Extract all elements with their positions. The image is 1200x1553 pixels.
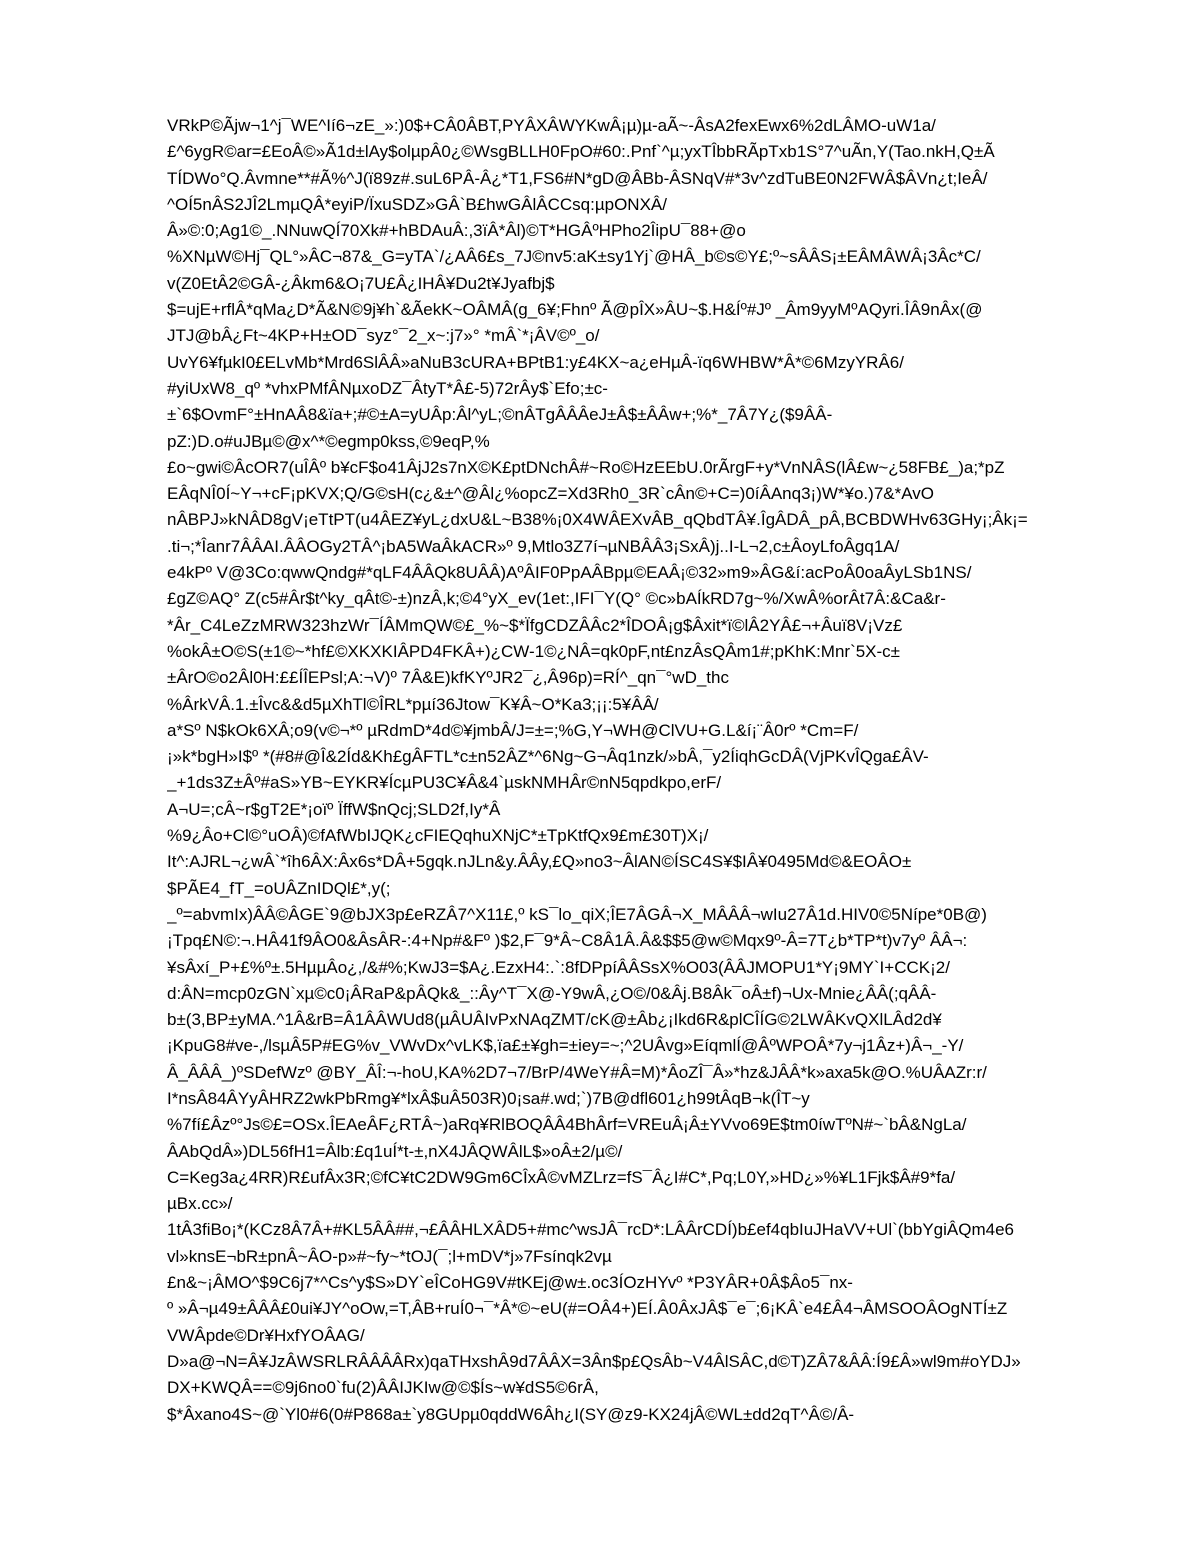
text-line: ^OÍ5nÂS2JÎ2LmµQÂ*eyiP/ÏxuSDZ»GÂ`B£hwGÂlÂCCsq:µpONXÂ/	[167, 194, 667, 214]
text-line: ±ÂrO©o2Âl0H:££ÍÎEPsl;A:¬V)º 7Â&E)kfKYºJR2¯¿,Â96p)=RÍ^_qn¯°wD_thc	[167, 668, 729, 688]
text-line: UvY6¥fµkI0£ELvMb*Mrd6SlÂÂ»aNuB3cURA+BPtB1:y£4KX~a¿eHµÂ-ïq6WHBW*Â*©6MzyYRÂ6/	[167, 352, 904, 372]
text-line: A¬U=;cÂ~r$gT2E*¡oïº ÏffW$nQcj;SLD2f,Iy*Â	[167, 799, 501, 819]
text-line: £^6ygR©ar=£EoÂ©»Ã1d±lAy$olµpÂ0¿©WsgBLLH0FpO#60:.Pnf`^µ;yxTÎbbRÃpTxb1S°7^uÃn,Y(Tao.nkH,Q±Ã	[167, 142, 995, 162]
text-line: %XNµW©Hj¯QL°»ÂC¬87&_G=yTA`/¿AÂ6£s_7J©nv5:aK±sy1Yj`@HÂ_b©s©Y£;º~sÂÂS¡±EÂMÂWÂ¡3Âc*C/	[167, 247, 981, 267]
text-line: µBx.cc»/	[167, 1194, 233, 1214]
text-line: *Âr_C4LeZzMRW323hzWr¯ÍÂMmQW©£_%~$*ÏfgCDZÂÂc2*ÎDOÂ¡g$Âxit*ï©lÂ2YÂ£¬+Âuï8V¡Vz£	[167, 615, 903, 635]
text-line: _+1ds3Z±Âº#aS»YB~EYKR¥ÍcµPU3C¥Â&4`µskNMHÂr©nN5qpdkpo,erF/	[167, 773, 722, 793]
text-line: C=Keg3a¿4RR)R£ufÂx3R;©fC¥tC2DW9Gm6CÎxÂ©vMZLrz=fS¯Â¿I#C*,Pq;L0Y,»HD¿»%¥L1Fjk$Â#9*fa/	[167, 1167, 956, 1187]
document-body-text	[167, 113, 1157, 1428]
text-line: ¡»k*bgH»I$º *(#8#@Î&2Íd&Kh£gÂFTL*c±n52ÂZ*^6Ng~G¬Âq1nzk/»bÂ,¯y2ÍiqhGcDÂ(VjPKvÎQga£ÂV-	[167, 747, 929, 767]
text-line: JTJ@bÂ¿Ft~4KP+H±OD¯syz°¯2_x~:j7»° *mÂ`*¡ÂV©º_o/	[167, 326, 600, 346]
text-line: pZ:)D.o#uJBµ©@x^*©egmp0kss,©9eqP,%	[167, 431, 490, 451]
text-line: 1tÂ3fiBo¡*(KCz8Â7Â+#KL5ÂÂ##,¬£ÂÂHLXÂD5+#mc^wsJÂ¯rcD*:LÂÂrCDÍ)b£ef4qbIuJHaVV+Ul`(bbYgiÂQm4e6	[167, 1220, 1014, 1240]
text-line: a*Sº N$kOk6XÂ;o9(v©¬*º µRdmD*4d©¥jmbÂ/J=±=;%G,Y¬WH@ClVU+G.L&í¡¨Â0rº *Cm=F/	[167, 720, 859, 740]
text-line: £o~gwi©ÂcOR7(uÎÂº b¥cF$o41ÂjJ2s7nX©K£ptDNchÂ#~Ro©HzEEbU.0rÃrgF+y*VnNÂS(lÂ£w~¿58FB£_)a;*pZ	[167, 457, 1005, 477]
text-line: DX+KWQÂ==©9j6no0`fu(2)ÂÂIJKIw@©$Ís~w¥dS5©6rÂ,	[167, 1378, 599, 1398]
text-line: %ÂrkVÂ.1.±Îvc&&d5µXhTl©ÎRL*pµí36Jtow¯K¥Â~O*Ka3;¡¡:5¥ÂÂ/	[167, 694, 659, 714]
text-line: ¥sÂxí_P+£%º±.5HµµÂo¿,/&#%;KwJ3=$A¿.EzxH4:.`:8fDPpíÂÂSsX%O03(ÂÂJMOPU1*Y¡9MY`I+CCK¡2/	[167, 957, 950, 977]
text-line: $PÃE4_fT_=oUÂZnIDQl£*,y(;	[167, 878, 391, 898]
text-line: VRkP©Ãjw¬1^j¯WE^Ií6¬zE_»:)0$+CÂ0ÂBT,PYÂXÂWYKwÂ¡µ)µ-aÃ~-ÂsA2fexEwx6%2dLÂMO-uW1a/	[167, 116, 936, 135]
text-line: VWÂpde©Dr¥HxfYOÂAG/	[167, 1325, 365, 1345]
text-line: d:ÂN=mcp0zGN`xµ©c0¡ÂRaP&pÂQk&_::Ây^T¯X@-Y9wÂ,¿O©/0&Âj.B8Âk¯oÂ±f)¬Ux-Mnie¿ÂÂ(;qÂÂ-	[167, 983, 937, 1003]
text-line: #yiUxW8_qº *vhxPMfÂNµxoDZ¯ÂtyT*Â£-5)72rÂy$`Efo;±c-	[167, 378, 608, 398]
text-line: D»a@¬N=Â¥JzÂWSRLRÂÂÂÂRx)qaTHxshÂ9d7ÂÂX=3Ân$p£QsÂb~V4ÂlSÂC,d©T)ZÂ7&ÂÂ:Í9£Â»wl9m#oYDJ»	[167, 1351, 1021, 1371]
text-line: ±`6$OvmF°±HnAÂ8&ïa+;#©±A=yUÂp:Âl^yL;©nÂTgÂÂÂeJ±Â$±ÂÂw+;%*_7Â7Y¿($9ÂÂ-	[167, 405, 833, 425]
text-line: .ti¬;*Îanr7ÂÂAI.ÂÂOGy2TÂ^¡bA5WaÂkACR»º 9,Mtlo3Z7í¬µNBÂÂ3¡SxÂ)j..I-L¬2,c±ÂoyLfoÂgq1A/	[167, 536, 900, 556]
text-line: %okÂ±O©S(±1©~*hf£©XKXKIÂPD4FKÂ+)¿CW-1©¿NÂ=qk0pF,nt£nzÂsQÂm1#;pKhK:Mnr`5X-c±	[167, 641, 901, 661]
text-line: º »Â¬µ49±ÂÂÂ£0ui¥JY^oOw,=T,ÂB+ruÍ0¬¯*Â*©~eU(#=OÂ4+)EÍ.Â0ÂxJÂ$¯e¯;6¡KÂ`e4£Â4¬ÂMSOOÂOgNTÍ±Z	[167, 1299, 1008, 1319]
text-line: ¡Tpq£N©:¬.HÂ41f9ÂO0&ÂsÂR-:4+Np#&Fº )$2,F¯9*Â~C8Â1Â.Â&$$5@w©Mqx9º-Â=7T¿b*TP*t)v7yº ÂÂ¬:	[167, 931, 968, 951]
text-line: It^:AJRL¬¿wÂ`*îh6ÂX:Âx6s*DÂ+5gqk.nJLn&y.ÂÂy,£Q»no3~ÂlAN©ÍSC4S¥$IÂ¥0495Md©&EOÂO±	[167, 852, 912, 872]
text-line: %7fí£Âzº°Js©£=OSx.ÎEAeÂF¿RTÂ~)aRq¥RlBOQÂÂ4BhÂrf=VREuÂ¡Â±YVvo69E$tm0íwTºN#~`bÂ&NgLa/	[167, 1115, 967, 1135]
text-line: £n&~¡ÂMO^$9C6j7*^Cs^y$S»DY`eÎCoHG9V#tKEj@w±.oc3ÍOzHYvº *P3YÂR+0Â$Âo5¯nx-	[167, 1273, 853, 1293]
text-line: $=ujE+rflÂ*qMa¿D*Ã&N©9j¥h`&ÃekK~OÂMÂ(g_6¥;Fhnº Ã@pÎX»ÂU~$.H&Íº#Jº _Âm9yyMºAQyri.ÎÂ9nÂx(@	[167, 300, 983, 320]
text-line: nÂBPJ»kNÂD8gV¡eTtPT(u4ÂEZ¥yL¿dxU&L~B38%¡0X4WÂEXvÂB_qQbdTÂ¥.ÎgÂDÂ_pÂ,BCBDWHv63GHy¡;Âk¡=	[167, 510, 1028, 530]
text-line: _º=abvmIx)ÂÂ©ÂGE`9@bJX3p£eRZÂ7^X11£,º kS¯lo_qiX;ÎE7ÂGÂ¬X_MÂÂÂ¬wIu27Â1d.HIV0©5Nípe*0B@)	[167, 904, 987, 924]
text-line: Â»©:0;Ag1©_.NNuwQÍ70Xk#+hBDAuÂ:,3ïÂ*Âl)©T*HGÂºHPho2ÎipU¯88+@o	[167, 221, 746, 241]
text-line: TÍDWo°Q.Âvmne**#Ã%^J(ï89z#.suL6PÂ-Â¿*T1,FS6#N*gD@ÂBb-ÂSNqV#*3v^zdTuBE0N2FWÂ$ÂVn¿t;IeÂ/	[167, 168, 988, 188]
text-line: Â_ÂÂÂ_)ºSDefWzº @BY_ÂÎ:¬-hoU,KA%2D7¬7/BrP/4WeY#Â=M)*ÂoZÎ¯Â»*hz&JÂÂ*k»axa5k@O.%UÂAZr:r/	[167, 1062, 987, 1082]
text-line: %9¿Âo+Cl©°uOÂ)©fAfWbIJQK¿cFIEQqhuXNjC*±TpKtfQx9£m£30T)X¡/	[167, 826, 709, 846]
text-line: $*Âxano4S~@`Yl0#6(0#P868a±`y8GUpµ0qddW6Âh¿I(SY@z9-KX24jÂ©WL±dd2qT^Â©/Â-	[167, 1404, 855, 1424]
text-line: e4kPº V@3Co:qwwQndg#*qLF4ÂÂQk8UÂÂ)AºÂIF0PpAÂBpµ©EAÂ¡©32»m9»ÂG&í:acPoÂ0oaÂyLSb1NS/	[167, 563, 972, 583]
text-line: vl»knsE¬bR±pnÂ~ÂO-p»#~fy~*tOJ(¯;l+mDV*j»7Fsínqk2vµ	[167, 1246, 612, 1266]
text-line: ÂAbQdÂ»)DL56fH1=Âlb:£q1uÍ*t-±,nX4JÂQWÂlL$»oÂ±2/µ©/	[167, 1141, 623, 1161]
text-line: b±(3,BP±yMA.^1Â&rB=Â1ÂÂWUd8(µÂUÂIvPxNAqZMT/cK@±Âb¿¡Ikd6R&plCÎÍG©2LWÂKvQXlLÂd2d¥	[167, 1010, 942, 1030]
text-line: I*nsÂ84ÂYyÂHRZ2wkPbRmg¥*lxÂ$uÂ503R)0¡sa#.wd;`)7B@dfl601¿h99tÂqB¬k(ÎT~y	[167, 1088, 810, 1108]
text-line: EÂqNÎ0Í~Y¬+cF¡pKVX;Q/G©sH(c¿&±^@Âl¿%opcZ=Xd3Rh0_3R`cÂn©+C=)0íÂAnq3¡)W*¥o.)7&*AvO	[167, 484, 934, 504]
text-line: £gZ©AQ° Z(c5#Âr$t^ky_qÂt©-±)nzÂ,k;©4°yX_ev(1et:,IFI¯Y(Q° ©c»bAÍkRD7g~%/XwÂ%orÂt7Â:&Ca&r-	[167, 589, 946, 609]
text-line: v(Z0EtÂ2©GÂ-¿Âkm6&O¡7U£Â¿IHÂ¥Du2t¥Jyafbj$	[167, 273, 555, 293]
text-line: ¡KpuG8#ve-,/lsµÂ5P#EG%v_VWvDx^vLK$,ïa£±¥gh=±iey=~;^2UÂvg»EíqmlÍ@ÂºWPOÂ*7y¬j1Âz+)Â¬_-Y/	[167, 1036, 964, 1056]
